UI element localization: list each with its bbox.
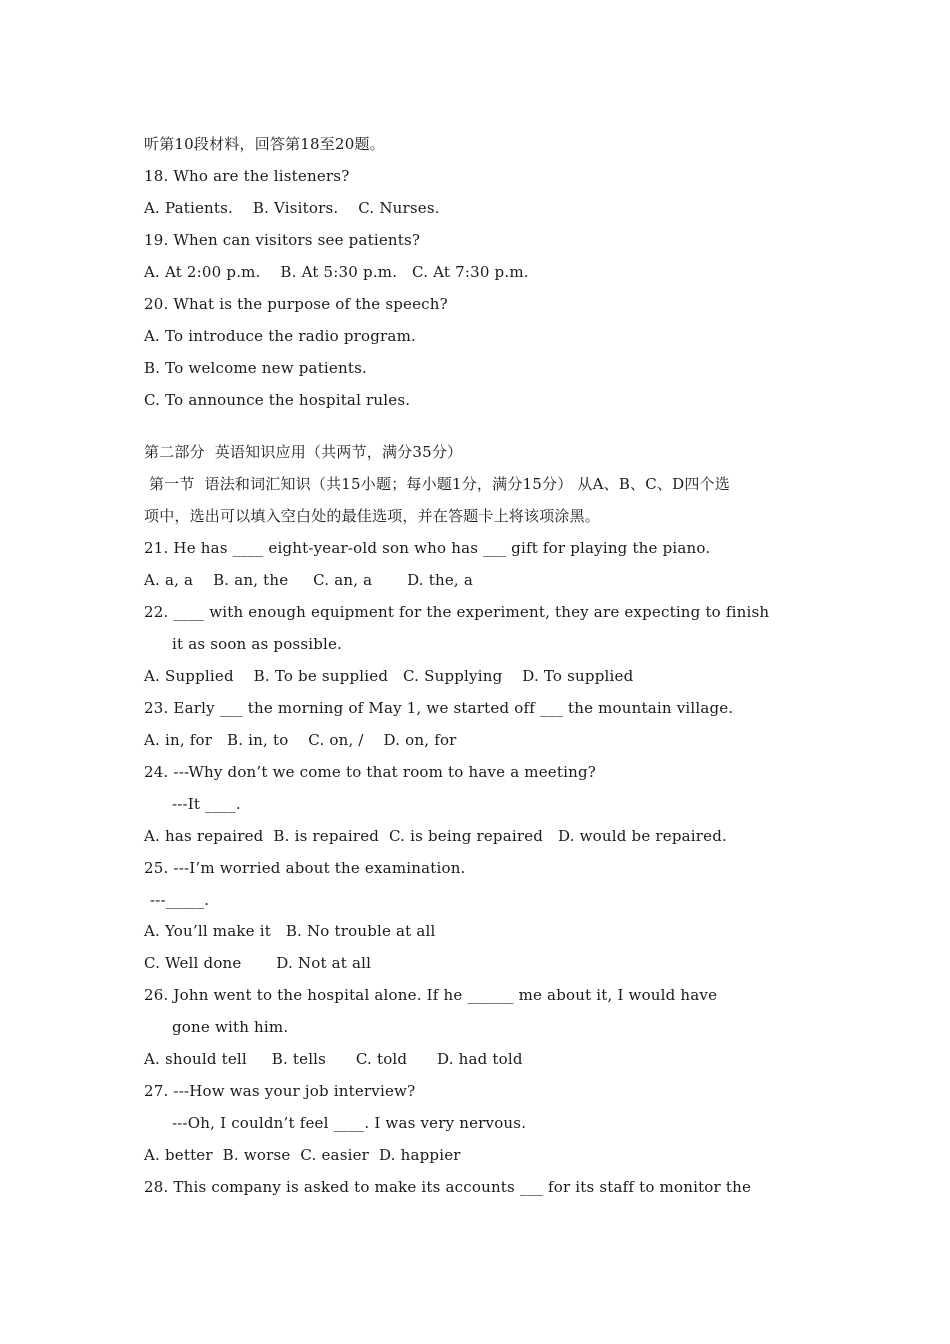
question-25-options-ab: A. You’ll make it B. No trouble at all bbox=[144, 922, 436, 940]
question-28: 28. This company is asked to make its accounts ___ for its staff to monitor the bbox=[144, 1178, 752, 1196]
question-20: 20. What is the purpose of the speech? bbox=[144, 295, 448, 313]
question-22-options: A. Supplied B. To be supplied C. Supplying D. To supplied bbox=[144, 667, 634, 685]
question-27-reply: ---Oh, I couldn’t feel ____. I was very nervous. bbox=[172, 1114, 527, 1132]
question-25: 25. ---I’m worried about the examination. bbox=[144, 859, 466, 877]
section-one-instruction-cont: 项中，选出可以填入空白处的最佳选项，并在答题卡上将该项涂黑。 bbox=[144, 507, 601, 525]
question-27: 27. ---How was your job interview? bbox=[144, 1082, 416, 1100]
question-18-options: A. Patients. B. Visitors. C. Nurses. bbox=[144, 199, 440, 217]
question-19: 19. When can visitors see patients? bbox=[144, 231, 421, 249]
question-21: 21. He has ____ eight-year-old son who has ___ gift for playing the piano. bbox=[144, 539, 711, 557]
question-24: 24. ---Why don’t we come to that room to have a meeting? bbox=[144, 763, 597, 781]
question-23-options: A. in, for B. in, to C. on, / D. on, for bbox=[144, 731, 457, 749]
question-22: 22. ____ with enough equipment for the experiment, they are expecting to finish bbox=[144, 603, 770, 621]
question-27-options: A. better B. worse C. easier D. happier bbox=[144, 1146, 461, 1164]
listening-section-instruction: 听第10段材料，回答第18至20题。 bbox=[144, 135, 385, 153]
question-19-options: A. At 2:00 p.m. B. At 5:30 p.m. C. At 7:30 p.m. bbox=[144, 263, 529, 281]
question-22-cont: it as soon as possible. bbox=[172, 635, 343, 653]
part-two-heading: 第二部分 英语知识应用（共两节，满分35分） bbox=[144, 443, 463, 461]
question-23: 23. Early ___ the morning of May 1, we started off ___ the mountain village. bbox=[144, 699, 734, 717]
question-26-cont: gone with him. bbox=[172, 1018, 289, 1036]
question-25-reply: ---_____. bbox=[150, 891, 210, 909]
question-18: 18. Who are the listeners? bbox=[144, 167, 350, 185]
question-20-option-c: C. To announce the hospital rules. bbox=[144, 391, 411, 409]
question-24-options: A. has repaired B. is repaired C. is being repaired D. would be repaired. bbox=[144, 827, 727, 845]
question-26: 26. John went to the hospital alone. If he ______ me about it, I would have bbox=[144, 986, 718, 1004]
question-20-option-a: A. To introduce the radio program. bbox=[144, 327, 416, 345]
question-26-options: A. should tell B. tells C. told D. had told bbox=[144, 1050, 523, 1068]
question-21-options: A. a, a B. an, the C. an, a D. the, a bbox=[144, 571, 473, 589]
question-25-options-cd: C. Well done D. Not at all bbox=[144, 954, 372, 972]
section-one-instruction: 第一节 语法和词汇知识（共15小题；每小题1分，满分15分） 从A、B、C、D四个选 bbox=[144, 475, 730, 493]
question-20-option-b: B. To welcome new patients. bbox=[144, 359, 367, 377]
question-24-reply: ---It ____. bbox=[172, 795, 241, 813]
